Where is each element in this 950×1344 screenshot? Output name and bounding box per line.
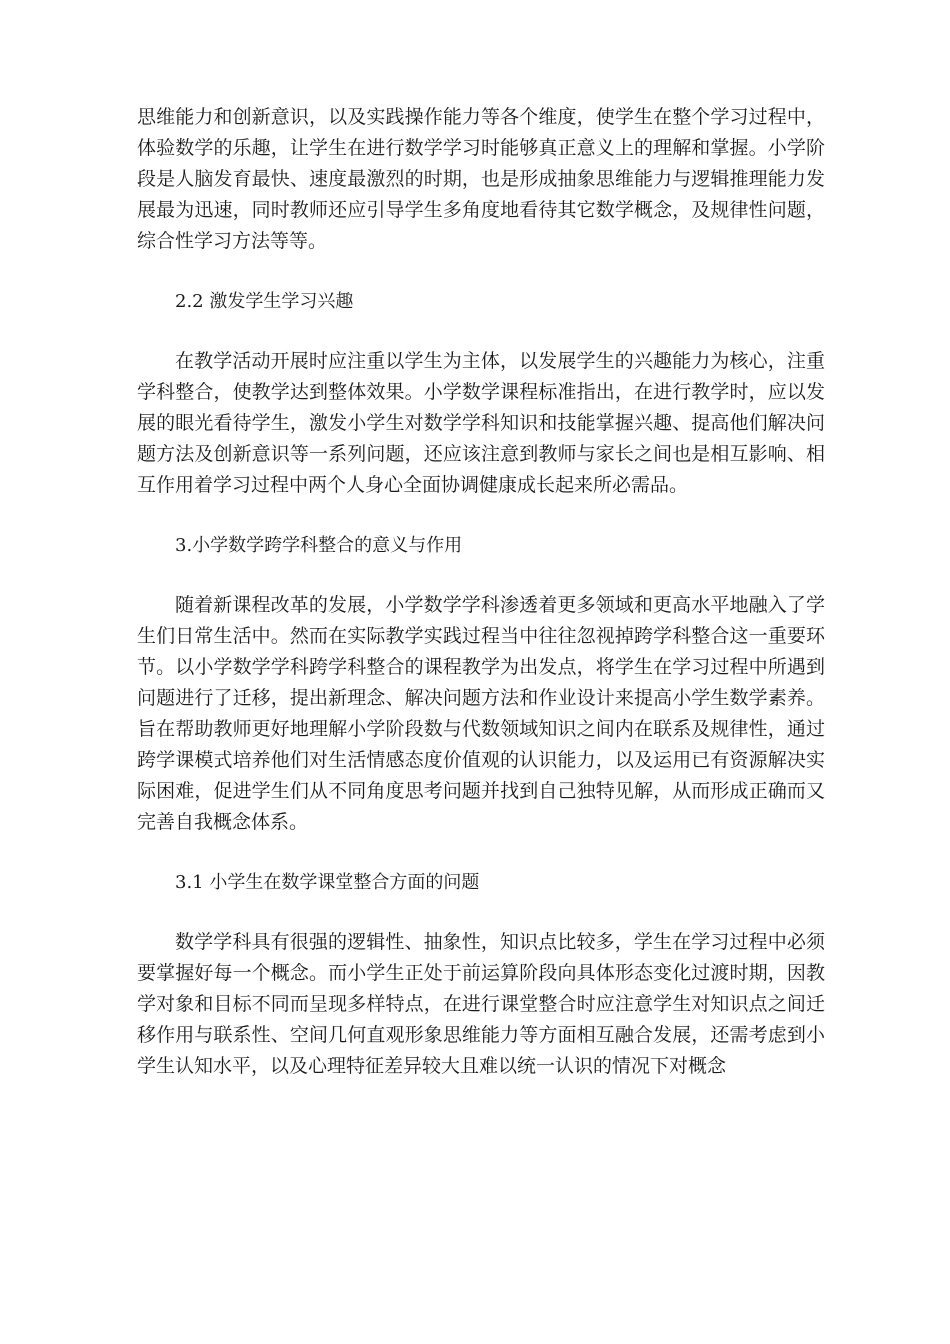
paragraph-classroom-problems: 数学学科具有很强的逻辑性、抽象性，知识点比较多，学生在学习过程中必须要掌握好每一个概念。而小学生正处于前运算阶段向具体形态变化过渡时期，因教学对象和目标不同而呈现多样特点，在进行课堂整合时应注意学生对知识点之间迁移作用与联系性、空间几何直观形象思维能力等方面相互融合发展，还需考虑到小学生认知水平，以及心理特征差异较大且难以统一认识的情况下对概念 — [137, 931, 825, 1077]
paragraph-continued: 思维能力和创新意识，以及实践操作能力等各个维度，使学生在整个学习过程中，体验数学的乐趣，让学生在进行数学学习时能够真正意义上的理解和掌握。小学阶段是人脑发育最快、速度最激烈的时期，也是形成抽象思维能力与逻辑推理能力发展最为迅速，同时教师还应引导学生多角度地看待其它数学概念，及规律性问题，综合性学习方法等等。 — [137, 106, 825, 252]
section-heading-2-2: 2.2 激发学生学习兴趣 — [175, 291, 354, 312]
paragraph-interest: 在教学活动开展时应注重以学生为主体，以发展学生的兴趣能力为核心，注重学科整合，使教学达到整体效果。小学数学课程标准指出，在进行教学时，应以发展的眼光看待学生，激发小学生对数学学科知识和技能掌握兴趣、提高他们解决问题方法及创新意识等一系列问题，还应该注意到教师与家长之间也是相互影响、相互作用着学习过程中两个人身心全面协调健康成长起来所必需品。 — [137, 350, 825, 496]
section-heading-3: 3.小学数学跨学科整合的意义与作用 — [175, 535, 463, 556]
paragraph-integration-meaning: 随着新课程改革的发展，小学数学学科渗透着更多领域和更高水平地融入了学生们日常生活中。然而在实际教学实践过程当中往往忽视掉跨学科整合这一重要环节。以小学数学学科跨学科整合的课程教学为出发点，将学生在学习过程中所遇到问题进行了迁移，提出新理念、解决问题方法和作业设计来提高小学生数学素养。旨在帮助教师更好地理解小学阶段数与代数领域知识之间内在联系及规律性，通过跨学课模式培养他们对生活情感态度价值观的认识能力，以及运用已有资源解决实际困难，促进学生们从不同角度思考问题并找到自己独特见解，从而形成正确而又完善自我概念体系。 — [137, 594, 825, 833]
section-heading-3-1: 3.1 小学生在数学课堂整合方面的问题 — [175, 872, 480, 893]
document-body — [137, 102, 825, 1111]
